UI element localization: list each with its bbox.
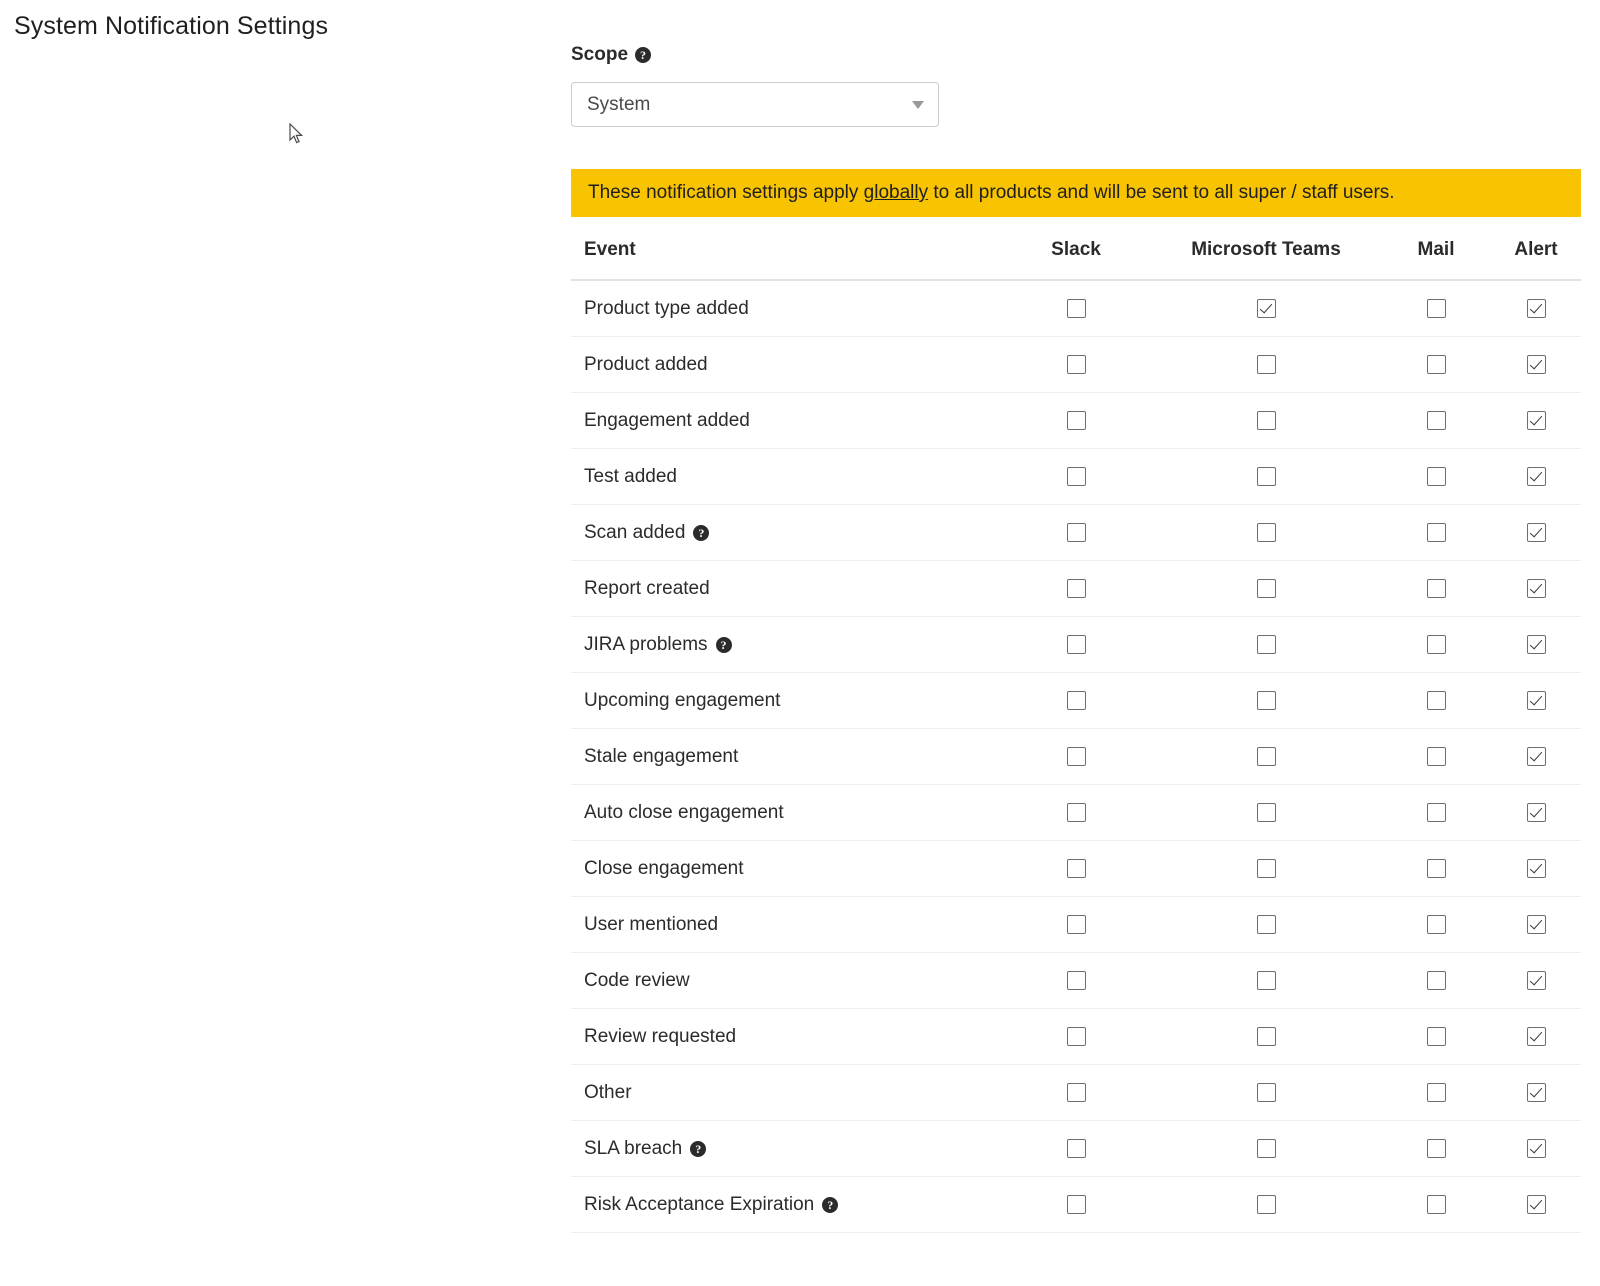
checkbox-teams[interactable] — [1257, 691, 1276, 710]
column-header-alert: Alert — [1491, 217, 1581, 280]
banner-link-globally[interactable]: globally — [863, 182, 929, 203]
checkbox-cell-alert — [1491, 280, 1581, 337]
banner-text-before: These notification settings apply — [588, 182, 864, 203]
event-label: Report created — [584, 577, 710, 599]
checkbox-teams[interactable] — [1257, 915, 1276, 934]
checkbox-cell-teams — [1151, 896, 1381, 952]
table-row — [571, 448, 1581, 504]
event-cell — [571, 1120, 1001, 1176]
column-header-mail: Mail — [1381, 217, 1491, 280]
event-label-wrap — [584, 354, 1001, 376]
checkbox-cell-alert — [1491, 1064, 1581, 1120]
checkbox-alert[interactable] — [1527, 1027, 1546, 1046]
event-label-wrap — [584, 298, 1001, 320]
table-row — [571, 672, 1581, 728]
checkbox-teams[interactable] — [1257, 1027, 1276, 1046]
checkbox-mail[interactable] — [1427, 411, 1446, 430]
checkbox-mail[interactable] — [1427, 299, 1446, 318]
event-cell — [571, 728, 1001, 784]
event-cell — [571, 896, 1001, 952]
checkbox-cell-alert — [1491, 336, 1581, 392]
checkbox-cell-alert — [1491, 840, 1581, 896]
checkbox-cell-mail — [1381, 1008, 1491, 1064]
checkbox-cell-mail — [1381, 1064, 1491, 1120]
checkbox-slack[interactable] — [1067, 411, 1086, 430]
checkbox-cell-slack — [1001, 504, 1151, 560]
table-row — [571, 896, 1581, 952]
scope-label-row — [571, 44, 1581, 66]
checkbox-teams[interactable] — [1257, 411, 1276, 430]
checkbox-teams[interactable] — [1257, 467, 1276, 486]
checkbox-mail[interactable] — [1427, 971, 1446, 990]
checkbox-cell-alert — [1491, 952, 1581, 1008]
checkbox-alert[interactable] — [1527, 355, 1546, 374]
checkbox-cell-mail — [1381, 952, 1491, 1008]
event-label-wrap — [584, 690, 1001, 712]
settings-content — [571, 0, 1581, 1233]
event-label-wrap — [584, 634, 1001, 656]
event-label-wrap — [584, 1026, 1001, 1048]
event-cell — [571, 1064, 1001, 1120]
checkbox-cell-teams — [1151, 1064, 1381, 1120]
event-label: Product type added — [584, 297, 749, 319]
checkbox-mail[interactable] — [1427, 1139, 1446, 1158]
checkbox-cell-alert — [1491, 728, 1581, 784]
checkbox-cell-slack — [1001, 784, 1151, 840]
checkbox-slack[interactable] — [1067, 299, 1086, 318]
notification-settings-table — [571, 217, 1581, 1233]
checkbox-teams[interactable] — [1257, 523, 1276, 542]
checkbox-slack[interactable] — [1067, 859, 1086, 878]
checkbox-mail[interactable] — [1427, 1083, 1446, 1102]
checkbox-cell-slack — [1001, 1064, 1151, 1120]
checkbox-cell-alert — [1491, 1120, 1581, 1176]
checkbox-slack[interactable] — [1067, 971, 1086, 990]
table-row — [571, 336, 1581, 392]
checkbox-cell-mail — [1381, 896, 1491, 952]
checkbox-teams[interactable] — [1257, 355, 1276, 374]
event-label: Review requested — [584, 1025, 737, 1047]
checkbox-teams[interactable] — [1257, 971, 1276, 990]
checkbox-cell-mail — [1381, 728, 1491, 784]
event-label: Code review — [584, 969, 690, 991]
checkbox-mail[interactable] — [1427, 803, 1446, 822]
event-label: Auto close engagement — [584, 801, 784, 823]
event-label-wrap — [584, 914, 1001, 936]
event-label: JIRA problems — [584, 633, 708, 655]
checkbox-alert[interactable] — [1527, 691, 1546, 710]
event-label-wrap — [584, 522, 1001, 544]
event-label: User mentioned — [584, 913, 719, 935]
event-label-wrap — [584, 858, 1001, 880]
table-row — [571, 784, 1581, 840]
help-icon[interactable]: ? — [635, 47, 651, 63]
checkbox-alert[interactable] — [1527, 579, 1546, 598]
checkbox-cell-teams — [1151, 728, 1381, 784]
checkbox-cell-teams — [1151, 560, 1381, 616]
checkbox-slack[interactable] — [1067, 691, 1086, 710]
event-cell — [571, 672, 1001, 728]
checkbox-cell-teams — [1151, 280, 1381, 337]
checkbox-alert[interactable] — [1527, 1195, 1546, 1214]
checkbox-mail[interactable] — [1427, 1195, 1446, 1214]
checkbox-cell-teams — [1151, 840, 1381, 896]
checkbox-cell-mail — [1381, 616, 1491, 672]
checkbox-slack[interactable] — [1067, 355, 1086, 374]
checkbox-alert[interactable] — [1527, 747, 1546, 766]
checkbox-alert[interactable] — [1527, 635, 1546, 654]
column-header-event: Event — [571, 217, 1001, 280]
checkbox-slack[interactable] — [1067, 1027, 1086, 1046]
checkbox-cell-teams — [1151, 448, 1381, 504]
checkbox-mail[interactable] — [1427, 355, 1446, 374]
event-label: Stale engagement — [584, 745, 739, 767]
checkbox-cell-mail — [1381, 784, 1491, 840]
table-row — [571, 1176, 1581, 1232]
checkbox-teams[interactable] — [1257, 747, 1276, 766]
page-title: System Notification Settings — [14, 12, 329, 40]
checkbox-cell-slack — [1001, 728, 1151, 784]
event-cell — [571, 1176, 1001, 1232]
checkbox-cell-alert — [1491, 1176, 1581, 1232]
table-row — [571, 840, 1581, 896]
mouse-cursor — [289, 123, 305, 147]
checkbox-cell-alert — [1491, 1008, 1581, 1064]
scope-select[interactable] — [571, 82, 939, 127]
checkbox-mail[interactable] — [1427, 1027, 1446, 1046]
checkbox-cell-mail — [1381, 336, 1491, 392]
checkbox-mail[interactable] — [1427, 523, 1446, 542]
event-label: Scan added — [584, 521, 686, 543]
checkbox-alert[interactable] — [1527, 859, 1546, 878]
checkbox-cell-slack — [1001, 672, 1151, 728]
event-label: Close engagement — [584, 857, 744, 879]
event-cell — [571, 952, 1001, 1008]
checkbox-cell-slack — [1001, 560, 1151, 616]
checkbox-cell-mail — [1381, 448, 1491, 504]
checkbox-slack[interactable] — [1067, 747, 1086, 766]
checkbox-teams[interactable] — [1257, 299, 1276, 318]
checkbox-mail[interactable] — [1427, 747, 1446, 766]
checkbox-cell-mail — [1381, 1120, 1491, 1176]
banner-text-after: to all products and will be sent to all super / staff users. — [928, 182, 1395, 203]
event-label: Test added — [584, 465, 677, 487]
checkbox-cell-slack — [1001, 1008, 1151, 1064]
checkbox-teams[interactable] — [1257, 1083, 1276, 1102]
checkbox-alert[interactable] — [1527, 971, 1546, 990]
checkbox-alert[interactable] — [1527, 523, 1546, 542]
checkbox-cell-teams — [1151, 616, 1381, 672]
checkbox-cell-slack — [1001, 448, 1151, 504]
checkbox-cell-alert — [1491, 504, 1581, 560]
event-label-wrap — [584, 410, 1001, 432]
event-label: SLA breach — [584, 1137, 683, 1159]
table-row — [571, 560, 1581, 616]
checkbox-cell-mail — [1381, 560, 1491, 616]
help-icon[interactable]: ? — [693, 525, 709, 541]
table-header-row — [571, 217, 1581, 280]
table-row — [571, 952, 1581, 1008]
table-body — [571, 280, 1581, 1233]
table-row — [571, 1064, 1581, 1120]
checkbox-slack[interactable] — [1067, 635, 1086, 654]
event-label-wrap — [584, 970, 1001, 992]
checkbox-alert[interactable] — [1527, 467, 1546, 486]
checkbox-cell-alert — [1491, 672, 1581, 728]
checkbox-cell-slack — [1001, 280, 1151, 337]
event-label: Engagement added — [584, 409, 750, 431]
checkbox-cell-slack — [1001, 1176, 1151, 1232]
help-icon[interactable]: ? — [822, 1197, 838, 1213]
checkbox-cell-teams — [1151, 392, 1381, 448]
event-label: Upcoming engagement — [584, 689, 781, 711]
event-cell — [571, 448, 1001, 504]
event-label: Product added — [584, 353, 708, 375]
checkbox-teams[interactable] — [1257, 803, 1276, 822]
scope-label: Scope — [571, 44, 629, 65]
checkbox-cell-slack — [1001, 840, 1151, 896]
checkbox-teams[interactable] — [1257, 1139, 1276, 1158]
table-row — [571, 1008, 1581, 1064]
checkbox-alert[interactable] — [1527, 299, 1546, 318]
checkbox-cell-mail — [1381, 280, 1491, 337]
checkbox-cell-alert — [1491, 560, 1581, 616]
checkbox-cell-mail — [1381, 504, 1491, 560]
checkbox-cell-alert — [1491, 448, 1581, 504]
event-label-wrap — [584, 1082, 1001, 1104]
checkbox-slack[interactable] — [1067, 579, 1086, 598]
checkbox-slack[interactable] — [1067, 1139, 1086, 1158]
table-row — [571, 616, 1581, 672]
checkbox-cell-slack — [1001, 896, 1151, 952]
checkbox-slack[interactable] — [1067, 1195, 1086, 1214]
event-cell — [571, 280, 1001, 337]
checkbox-cell-teams — [1151, 672, 1381, 728]
event-cell — [571, 392, 1001, 448]
checkbox-alert[interactable] — [1527, 411, 1546, 430]
checkbox-cell-alert — [1491, 784, 1581, 840]
table-row — [571, 504, 1581, 560]
checkbox-cell-alert — [1491, 896, 1581, 952]
checkbox-slack[interactable] — [1067, 803, 1086, 822]
checkbox-teams[interactable] — [1257, 635, 1276, 654]
checkbox-cell-teams — [1151, 1176, 1381, 1232]
checkbox-cell-teams — [1151, 504, 1381, 560]
event-label-wrap — [584, 746, 1001, 768]
event-label: Risk Acceptance Expiration — [584, 1193, 815, 1215]
chevron-down-icon — [912, 101, 924, 109]
table-row — [571, 728, 1581, 784]
event-cell — [571, 336, 1001, 392]
checkbox-mail[interactable] — [1427, 915, 1446, 934]
event-label-wrap — [584, 802, 1001, 824]
scope-select-value: System — [587, 93, 651, 115]
checkbox-mail[interactable] — [1427, 579, 1446, 598]
checkbox-cell-slack — [1001, 392, 1151, 448]
checkbox-slack[interactable] — [1067, 1083, 1086, 1102]
checkbox-cell-slack — [1001, 952, 1151, 1008]
checkbox-cell-mail — [1381, 840, 1491, 896]
event-cell — [571, 616, 1001, 672]
event-label-wrap — [584, 578, 1001, 600]
checkbox-alert[interactable] — [1527, 1139, 1546, 1158]
global-scope-banner — [571, 169, 1581, 217]
checkbox-cell-mail — [1381, 1176, 1491, 1232]
checkbox-teams[interactable] — [1257, 579, 1276, 598]
checkbox-mail[interactable] — [1427, 467, 1446, 486]
checkbox-alert[interactable] — [1527, 803, 1546, 822]
checkbox-alert[interactable] — [1527, 915, 1546, 934]
help-icon[interactable]: ? — [716, 637, 732, 653]
table-row — [571, 392, 1581, 448]
checkbox-cell-slack — [1001, 616, 1151, 672]
checkbox-mail[interactable] — [1427, 691, 1446, 710]
checkbox-cell-slack — [1001, 1120, 1151, 1176]
checkbox-cell-teams — [1151, 336, 1381, 392]
checkbox-cell-teams — [1151, 1120, 1381, 1176]
checkbox-slack[interactable] — [1067, 523, 1086, 542]
checkbox-cell-teams — [1151, 1008, 1381, 1064]
checkbox-cell-slack — [1001, 336, 1151, 392]
checkbox-cell-mail — [1381, 672, 1491, 728]
table-row — [571, 1120, 1581, 1176]
checkbox-cell-alert — [1491, 616, 1581, 672]
event-label: Other — [584, 1081, 632, 1103]
event-cell — [571, 1008, 1001, 1064]
table-row — [571, 280, 1581, 337]
checkbox-slack[interactable] — [1067, 467, 1086, 486]
checkbox-alert[interactable] — [1527, 1083, 1546, 1102]
event-cell — [571, 840, 1001, 896]
event-label-wrap — [584, 1138, 1001, 1160]
checkbox-cell-mail — [1381, 392, 1491, 448]
checkbox-slack[interactable] — [1067, 915, 1086, 934]
event-cell — [571, 560, 1001, 616]
event-label-wrap — [584, 466, 1001, 488]
checkbox-cell-alert — [1491, 392, 1581, 448]
checkbox-mail[interactable] — [1427, 859, 1446, 878]
column-header-teams: Microsoft Teams — [1151, 217, 1381, 280]
checkbox-cell-teams — [1151, 952, 1381, 1008]
checkbox-teams[interactable] — [1257, 1195, 1276, 1214]
event-cell — [571, 784, 1001, 840]
checkbox-teams[interactable] — [1257, 859, 1276, 878]
checkbox-mail[interactable] — [1427, 635, 1446, 654]
event-cell — [571, 504, 1001, 560]
event-label-wrap — [584, 1194, 1001, 1216]
checkbox-cell-teams — [1151, 784, 1381, 840]
column-header-slack: Slack — [1001, 217, 1151, 280]
help-icon[interactable]: ? — [690, 1141, 706, 1157]
